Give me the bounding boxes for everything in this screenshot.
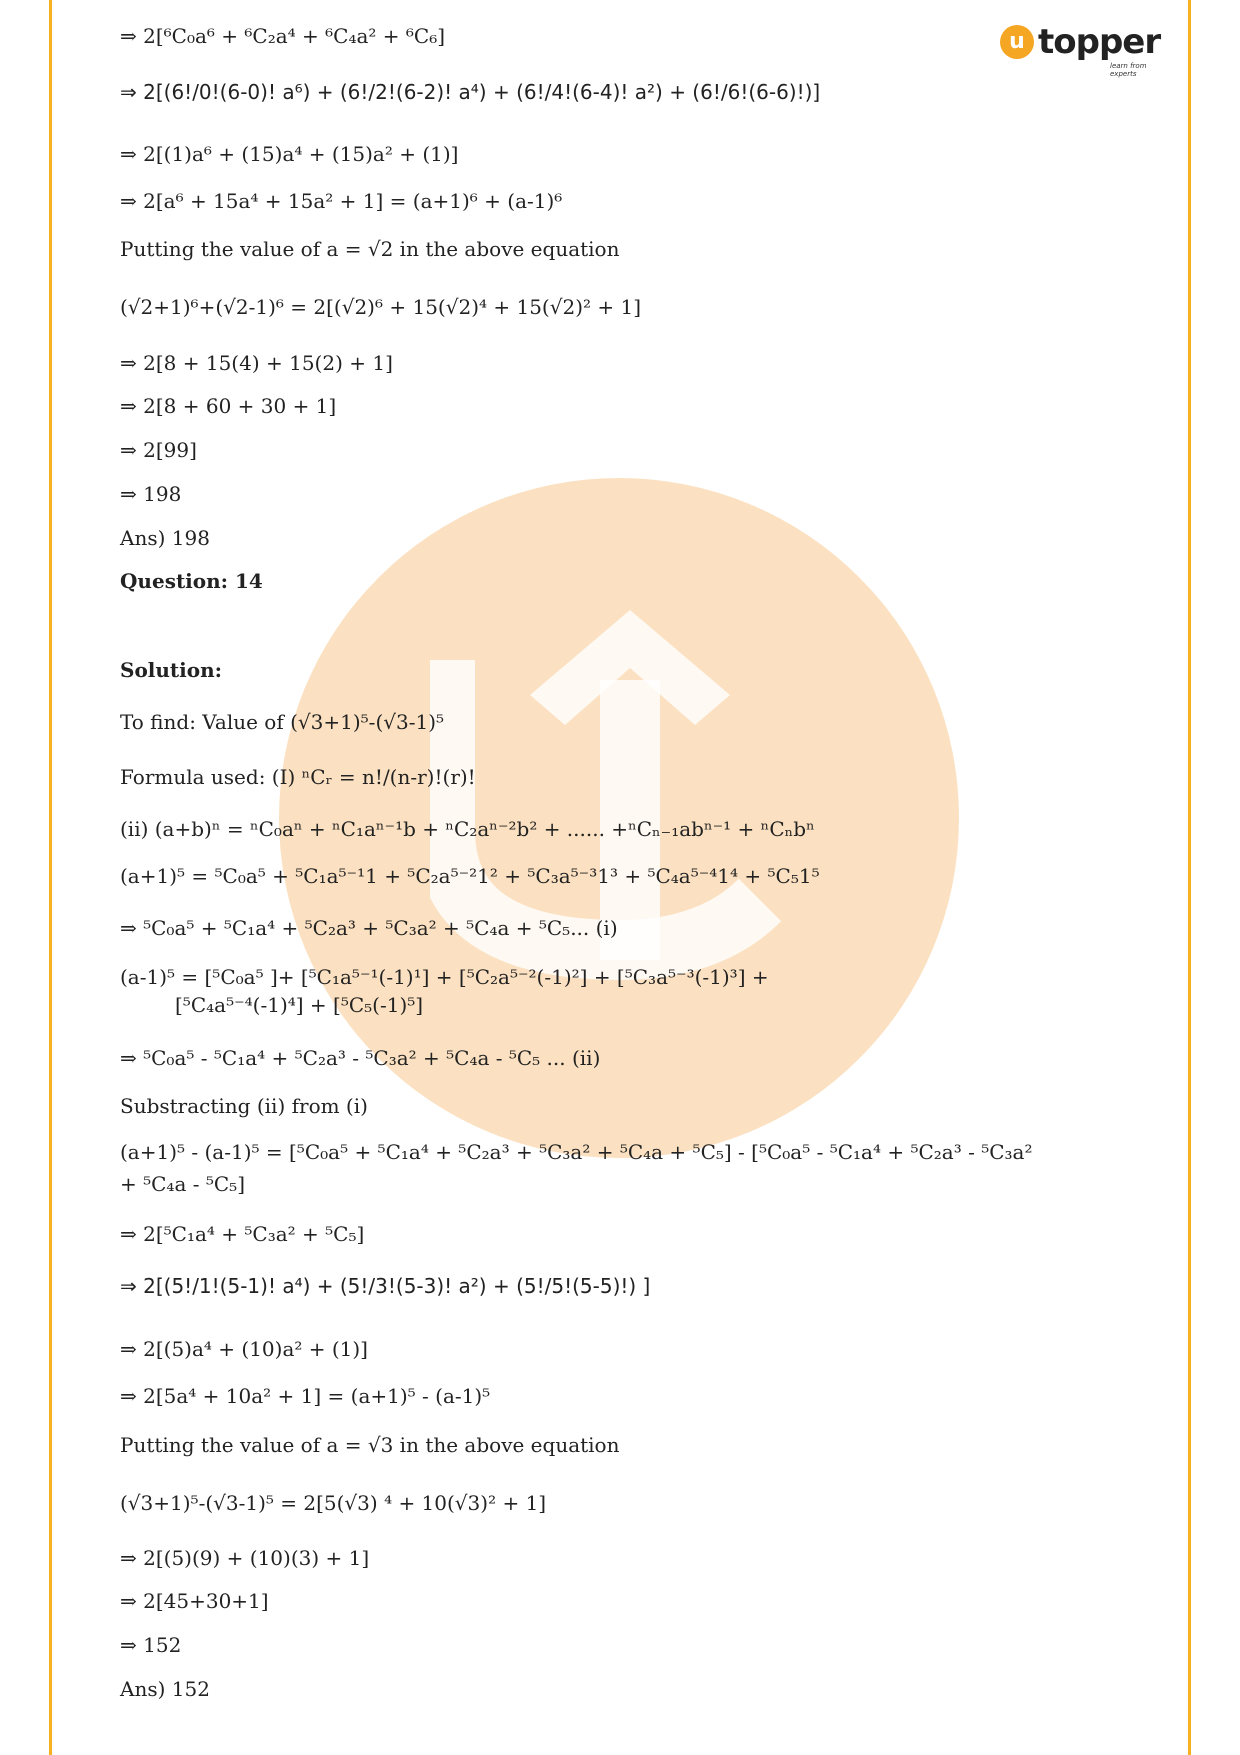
question-heading: Question: 14 [120,569,263,593]
line-2: ⇒ 2[(6!/0!(6-0)! a⁶) + (6!/2!(6-2)! a⁴) + (6!/4!(6-4)! a²) + (6!/6!(6-6)!)] [120,80,821,104]
line-15: Formula used: (I) ⁿCᵣ = n!/(n-r)!(r)! [120,765,476,789]
logo-icon: u [1000,25,1034,59]
line-4: ⇒ 2[a⁶ + 15a⁴ + 15a² + 1] = (a+1)⁶ + (a-1)⁶ [120,189,563,213]
line-11: Ans) 198 [120,526,210,550]
line-21: ⇒ ⁵C₀a⁵ - ⁵C₁a⁴ + ⁵C₂a³ - ⁵C₃a² + ⁵C₄a - ⁵C₅ ... (ii) [120,1046,601,1070]
page-border-left [49,0,52,1755]
line-29: Putting the value of a = √3 in the above equation [120,1433,620,1457]
line-14: To find: Value of (√3+1)⁵-(√3-1)⁵ [120,710,445,734]
line-23: (a+1)⁵ - (a-1)⁵ = [⁵C₀a⁵ + ⁵C₁a⁴ + ⁵C₂a³ + ⁵C₃a² + ⁵C₄a + ⁵C₅] - [⁵C₀a⁵ - ⁵C₁a⁴ + ⁵C₂a³ - ⁵C₃a² [120,1140,1033,1164]
line-3: ⇒ 2[(1)a⁶ + (15)a⁴ + (15)a² + (1)] [120,142,459,166]
topper-logo [1000,22,1161,78]
line-8: ⇒ 2[8 + 60 + 30 + 1] [120,394,337,418]
line-18: ⇒ ⁵C₀a⁵ + ⁵C₁a⁴ + ⁵C₂a³ + ⁵C₃a² + ⁵C₄a + ⁵C₅... (i) [120,916,618,940]
line-31: ⇒ 2[(5)(9) + (10)(3) + 1] [120,1546,370,1570]
line-22: Substracting (ii) from (i) [120,1094,368,1118]
line-5: Putting the value of a = √2 in the above equation [120,237,620,261]
line-7: ⇒ 2[8 + 15(4) + 15(2) + 1] [120,351,393,375]
line-26: ⇒ 2[(5!/1!(5-1)! a⁴) + (5!/3!(5-3)! a²) + (5!/5!(5-5)!) ] [120,1274,651,1298]
line-10: ⇒ 198 [120,482,182,506]
line-27: ⇒ 2[(5)a⁴ + (10)a² + (1)] [120,1337,368,1361]
line-28: ⇒ 2[5a⁴ + 10a² + 1] = (a+1)⁵ - (a-1)⁵ [120,1384,491,1408]
line-20: [⁵C₄a⁵⁻⁴(-1)⁴] + [⁵C₅(-1)⁵] [175,993,424,1017]
line-9: ⇒ 2[99] [120,438,197,462]
line-30: (√3+1)⁵-(√3-1)⁵ = 2[5(√3) ⁴ + 10(√3)² + 1] [120,1491,547,1515]
line-6: (√2+1)⁶+(√2-1)⁶ = 2[(√2)⁶ + 15(√2)⁴ + 15(√2)² + 1] [120,295,642,319]
line-17: (a+1)⁵ = ⁵C₀a⁵ + ⁵C₁a⁵⁻¹1 + ⁵C₂a⁵⁻²1² + ⁵C₃a⁵⁻³1³ + ⁵C₄a⁵⁻⁴1⁴ + ⁵C₅1⁵ [120,864,820,888]
line-33: ⇒ 152 [120,1633,182,1657]
line-1: ⇒ 2[⁶C₀a⁶ + ⁶C₂a⁴ + ⁶C₄a² + ⁶C₆] [120,24,446,48]
line-25: ⇒ 2[⁵C₁a⁴ + ⁵C₃a² + ⁵C₅] [120,1222,365,1246]
logo-name: topper [1038,22,1161,62]
watermark-u-arrow-icon [430,600,810,1020]
solution-heading: Solution: [120,658,223,682]
page-border-right [1188,0,1191,1755]
line-16: (ii) (a+b)ⁿ = ⁿC₀aⁿ + ⁿC₁aⁿ⁻¹b + ⁿC₂aⁿ⁻²b² + ...... +ⁿCₙ₋₁abⁿ⁻¹ + ⁿCₙbⁿ [120,817,815,841]
logo-tagline: learn from experts [1110,62,1147,78]
line-19: (a-1)⁵ = [⁵C₀a⁵ ]+ [⁵C₁a⁵⁻¹(-1)¹] + [⁵C₂a⁵⁻²(-1)²] + [⁵C₃a⁵⁻³(-1)³] + [120,965,769,989]
line-34: Ans) 152 [120,1677,210,1701]
line-32: ⇒ 2[45+30+1] [120,1589,269,1613]
line-24: + ⁵C₄a - ⁵C₅] [120,1172,245,1196]
